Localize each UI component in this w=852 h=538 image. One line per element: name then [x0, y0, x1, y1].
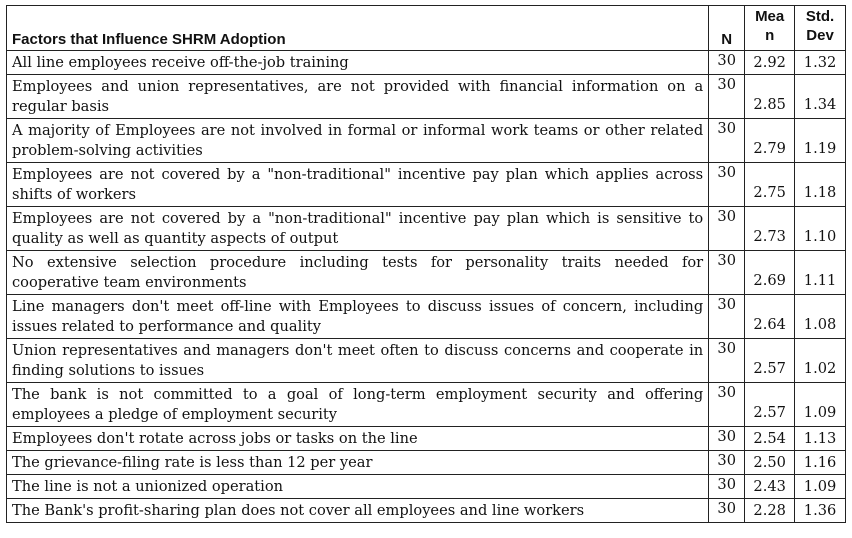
n-cell: 30: [709, 475, 745, 499]
mean-cell: 2.92: [745, 51, 795, 75]
table-row: [7, 251, 846, 295]
factor-cell: The bank is not committed to a goal of long-term employment security and offering employees a pledge of employment security: [7, 383, 709, 427]
mean-cell: 2.54: [745, 427, 795, 451]
header-mean-line1: Mea: [755, 8, 785, 25]
table-row: [7, 339, 846, 383]
n-cell: 30: [709, 207, 745, 251]
mean-cell: 2.57: [745, 339, 795, 383]
factor-cell: The Bank's profit-sharing plan does not cover all employees and line workers: [7, 499, 709, 523]
header-mean-line2: n: [765, 27, 775, 44]
mean-cell: 2.79: [745, 119, 795, 163]
mean-cell: 2.57: [745, 383, 795, 427]
std-dev-cell: 1.11: [795, 251, 846, 295]
table-row: [7, 475, 846, 499]
header-n: N: [709, 6, 745, 51]
std-dev-cell: 1.18: [795, 163, 846, 207]
factor-cell: Employees are not covered by a "non-traditional" incentive pay plan which is sensitive to quality as well as quantity aspects of output: [7, 207, 709, 251]
n-cell: 30: [709, 451, 745, 475]
std-dev-cell: 1.19: [795, 119, 846, 163]
table-row: [7, 427, 846, 451]
std-dev-cell: 1.16: [795, 451, 846, 475]
std-dev-cell: 1.36: [795, 499, 846, 523]
shrm-factors-table: [6, 5, 846, 523]
header-row: [7, 6, 846, 51]
table-row: [7, 207, 846, 251]
factor-cell: Employees are not covered by a "non-traditional" incentive pay plan which applies across shifts of workers: [7, 163, 709, 207]
mean-cell: 2.75: [745, 163, 795, 207]
n-cell: 30: [709, 119, 745, 163]
factor-cell: Employees and union representatives, are not provided with financial information on a regular basis: [7, 75, 709, 119]
n-cell: 30: [709, 339, 745, 383]
mean-cell: 2.64: [745, 295, 795, 339]
n-cell: 30: [709, 295, 745, 339]
mean-cell: 2.43: [745, 475, 795, 499]
std-dev-cell: 1.13: [795, 427, 846, 451]
factor-cell: A majority of Employees are not involved in formal or informal work teams or other related problem-solving activities: [7, 119, 709, 163]
n-cell: 30: [709, 499, 745, 523]
std-dev-cell: 1.32: [795, 51, 846, 75]
std-dev-cell: 1.10: [795, 207, 846, 251]
table-row: [7, 163, 846, 207]
n-cell: 30: [709, 383, 745, 427]
mean-cell: 2.85: [745, 75, 795, 119]
header-sd-line2: Dev: [806, 27, 834, 44]
std-dev-cell: 1.09: [795, 475, 846, 499]
header-mean: [745, 6, 795, 51]
header-std-dev: [795, 6, 846, 51]
n-cell: 30: [709, 75, 745, 119]
table-row: [7, 75, 846, 119]
n-cell: 30: [709, 163, 745, 207]
table-row: [7, 295, 846, 339]
header-sd-line1: Std.: [805, 8, 835, 25]
table-row: [7, 51, 846, 75]
mean-cell: 2.73: [745, 207, 795, 251]
factor-cell: Employees don't rotate across jobs or tasks on the line: [7, 427, 709, 451]
mean-cell: 2.28: [745, 499, 795, 523]
table-row: [7, 383, 846, 427]
factor-cell: All line employees receive off-the-job training: [7, 51, 709, 75]
std-dev-cell: 1.09: [795, 383, 846, 427]
std-dev-cell: 1.34: [795, 75, 846, 119]
factor-cell: Line managers don't meet off-line with Employees to discuss issues of concern, including issues related to performance and quality: [7, 295, 709, 339]
n-cell: 30: [709, 51, 745, 75]
std-dev-cell: 1.08: [795, 295, 846, 339]
factor-cell: The grievance-filing rate is less than 12 per year: [7, 451, 709, 475]
header-factor: Factors that Influence SHRM Adoption: [7, 6, 709, 51]
mean-cell: 2.69: [745, 251, 795, 295]
n-cell: 30: [709, 427, 745, 451]
factor-cell: No extensive selection procedure including tests for personality traits needed for cooperative team environments: [7, 251, 709, 295]
mean-cell: 2.50: [745, 451, 795, 475]
table-row: [7, 119, 846, 163]
table-row: [7, 499, 846, 523]
factor-cell: Union representatives and managers don't meet often to discuss concerns and cooperate in finding solutions to issues: [7, 339, 709, 383]
std-dev-cell: 1.02: [795, 339, 846, 383]
factor-cell: The line is not a unionized operation: [7, 475, 709, 499]
n-cell: 30: [709, 251, 745, 295]
table-row: [7, 451, 846, 475]
